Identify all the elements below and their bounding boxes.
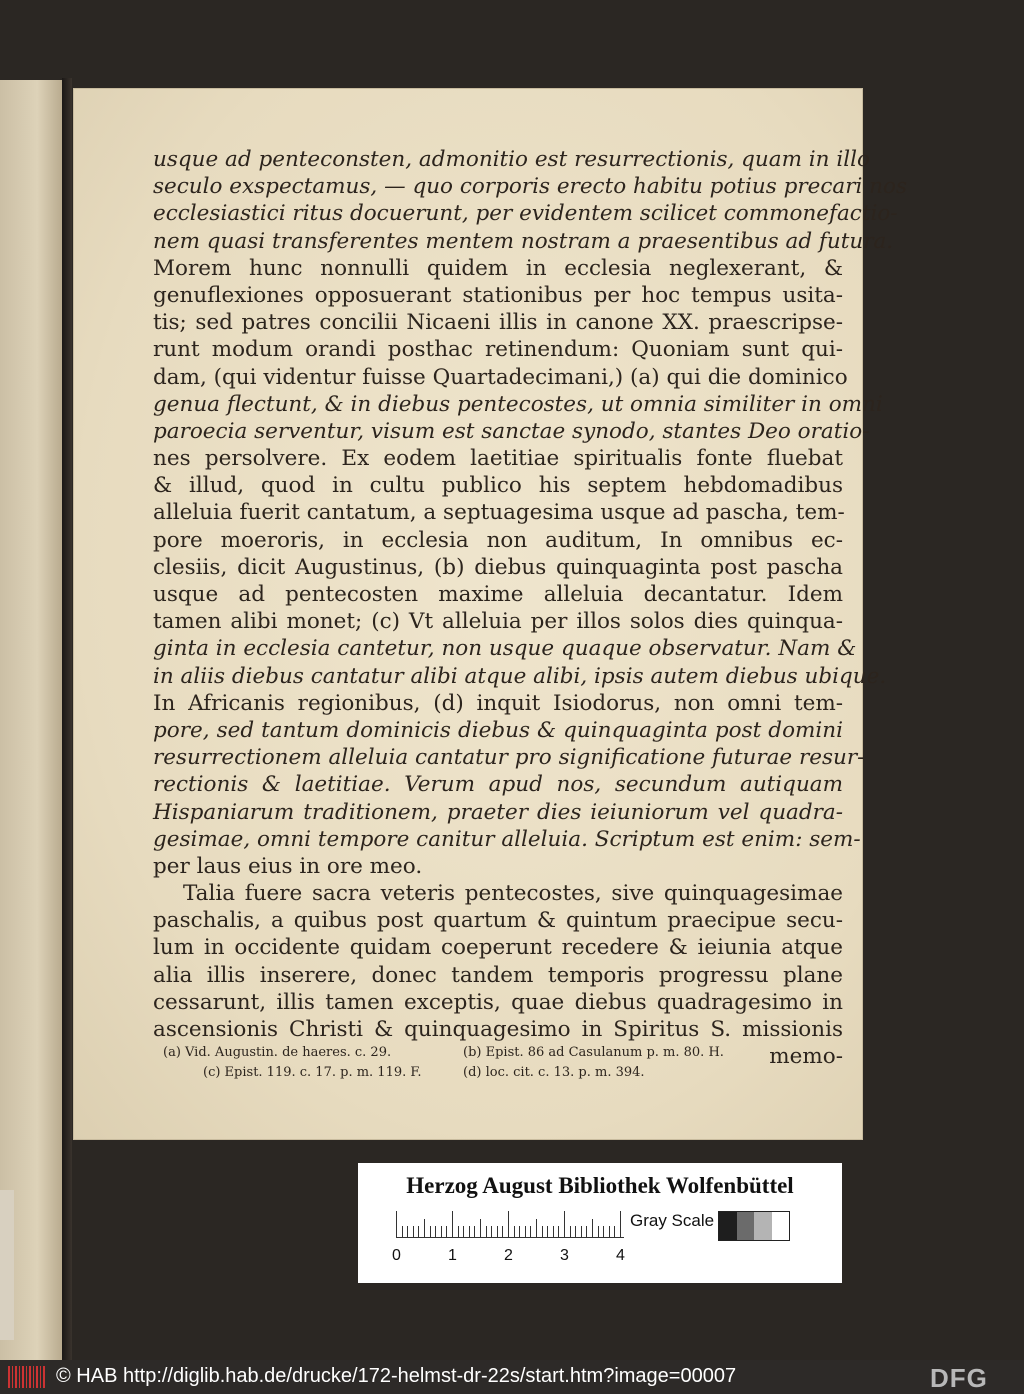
text-line: Talia fuere sacra veteris pentecostes, sive quinquagesimae: [183, 881, 843, 907]
ruler-tick: [508, 1211, 509, 1237]
text-line: seculo exspectamus, — quo corporis erecto habitu potius precari nos: [153, 174, 908, 200]
ruler-number: 2: [504, 1247, 513, 1264]
text-line: alia illis inserere, donec tandem temporis progressu plane: [153, 962, 843, 988]
text-line: Morem hunc nonnulli quidem in ecclesia neglexerant, &: [153, 255, 843, 281]
ruler-tick: [547, 1226, 548, 1237]
ruler-tick: [463, 1226, 464, 1237]
ruler-number: 3: [560, 1247, 569, 1264]
ruler-tick: [614, 1226, 615, 1237]
ruler-tick: [497, 1226, 498, 1237]
scale-ruler: [396, 1211, 624, 1238]
ruler-tick: [609, 1226, 610, 1237]
gray-swatch: [772, 1212, 790, 1240]
text-line: ginta in ecclesia cantetur, non usque quaque observatur. Nam &: [153, 636, 857, 662]
ruler-number: 4: [616, 1247, 625, 1264]
ruler-tick: [598, 1226, 599, 1237]
footnote: (b) Epist. 86 ad Casulanum p. m. 80. H.: [463, 1045, 724, 1060]
ruler-tick: [458, 1226, 459, 1237]
text-line: In Africanis regionibus, (d) inquit Isiodorus, non omni tem-: [153, 690, 843, 716]
library-name: Herzog August Bibliothek Wolfenbüttel: [406, 1173, 794, 1198]
ruler-tick: [430, 1226, 431, 1237]
footer-bar: [0, 1360, 1024, 1394]
ruler-tick: [435, 1226, 436, 1237]
ruler-tick: [564, 1211, 565, 1237]
footnote: (a) Vid. Augustin. de haeres. c. 29.: [163, 1045, 392, 1060]
gray-swatch: [754, 1212, 772, 1240]
ruler-tick: [603, 1226, 604, 1237]
ruler-tick: [424, 1219, 425, 1237]
book-spine: [62, 78, 72, 1374]
ruler-tick: [413, 1226, 414, 1237]
text-line: tis; sed patres concilii Nicaeni illis in canone XX. praescripse-: [153, 310, 843, 336]
ruler-tick: [402, 1226, 403, 1237]
ruler-tick: [441, 1226, 442, 1237]
text-line: resurrectionem alleluia cantatur pro significatione futurae resur-: [153, 745, 865, 771]
text-line: ecclesiastici ritus docuerunt, per evidentem scilicet commonefactio-: [153, 201, 898, 227]
footnote: (c) Epist. 119. c. 17. p. m. 119. F.: [203, 1065, 422, 1080]
ruler-tick: [418, 1226, 419, 1237]
text-line: pore moeroris, in ecclesia non auditum, In omnibus ec-: [153, 527, 843, 553]
text-line: lum in occidente quidam coeperunt recedere & ieiunia atque: [153, 935, 843, 961]
ruler-tick: [558, 1226, 559, 1237]
text-line: Hispaniarum traditionem, praeter dies ieiuniorum vel quadra-: [153, 799, 843, 825]
dfg-logo: DFG: [930, 1363, 988, 1393]
text-line: nes persolvere. Ex eodem laetitiae spiritualis fonte fluebat: [153, 446, 843, 472]
text-line: usque ad pentecosten maxime alleluia decantatur. Idem: [153, 582, 843, 607]
library-label-card: [358, 1163, 842, 1283]
text-line: ascensionis Christi & quinquagesimo in Spiritus S. missionis: [153, 1017, 843, 1042]
ruler-tick: [592, 1219, 593, 1237]
ruler-number: 1: [448, 1247, 457, 1264]
text-line: paschalis, a quibus post quartum & quintum praecipue secu-: [153, 908, 843, 934]
text-line: genuflexiones opposuerant stationibus per hoc tempus usita-: [153, 282, 843, 308]
ruler-tick: [514, 1226, 515, 1237]
source-url[interactable]: © HAB http://diglib.hab.de/drucke/172-helmst-dr-22s/start.htm?image=00007: [56, 1365, 737, 1387]
ruler-tick: [491, 1226, 492, 1237]
ruler-tick: [575, 1226, 576, 1237]
ruler-tick: [542, 1226, 543, 1237]
text-line: usque ad penteconsten, admonitio est resurrectionis, quam in illo: [153, 147, 870, 172]
ruler-tick: [474, 1226, 475, 1237]
text-line: runt modum orandi posthac retinendum: Quoniam sunt qui-: [153, 337, 843, 363]
gray-swatch: [737, 1212, 755, 1240]
page-text: [153, 146, 908, 1070]
text-line: alleluia fuerit cantatum, a septuagesima usque ad pascha, tem-: [153, 500, 845, 526]
text-line: cessarunt, illis tamen exceptis, quae diebus quadragesimo in: [153, 989, 843, 1015]
footnote-row: [163, 1043, 843, 1063]
text-line: dam, (qui videntur fuisse Quartadecimani,) (a) qui die dominico: [153, 364, 848, 390]
text-line: tamen alibi monet; (c) Vt alleluia per illos solos dies quinqua-: [153, 609, 843, 635]
ruler-tick: [519, 1226, 520, 1237]
text-line: per laus eius in ore meo.: [153, 853, 423, 879]
text-line: paroecia serventur, visum est sanctae synodo, stantes Deo oratio-: [153, 418, 870, 444]
book-edge: [0, 1190, 14, 1340]
text-line: nem quasi transferentes mentem nostram a praesentibus ad futura.: [153, 228, 894, 254]
ruler-tick: [452, 1211, 453, 1237]
previous-page-fragment: [0, 80, 62, 1370]
text-line: gesimae, omni tempore canitur alleluia. Scriptum est enim: sem-: [153, 826, 861, 852]
gray-swatch: [719, 1212, 737, 1240]
barcode-icon: [8, 1366, 46, 1388]
ruler-tick: [553, 1226, 554, 1237]
ruler-tick: [586, 1226, 587, 1237]
ruler-tick: [581, 1226, 582, 1237]
text-line: pore, sed tantum dominicis diebus & quinquaginta post domini: [153, 717, 843, 743]
ruler-tick: [407, 1226, 408, 1237]
ruler-number: 0: [392, 1247, 401, 1264]
gray-scale-swatch: [718, 1211, 790, 1241]
ruler-tick: [480, 1219, 481, 1237]
footnote-row: [163, 1063, 843, 1083]
text-line: & illud, quod in cultu publico his septem hebdomadibus: [153, 473, 843, 499]
text-line: clesiis, dicit Augustinus, (b) diebus quinquaginta post pascha: [153, 554, 843, 580]
ruler-tick: [536, 1219, 537, 1237]
ruler-tick: [502, 1226, 503, 1237]
ruler-tick: [570, 1226, 571, 1237]
ruler-tick: [469, 1226, 470, 1237]
ruler-tick: [396, 1211, 397, 1237]
ruler-tick: [446, 1226, 447, 1237]
text-line: rectionis & laetitiae. Verum apud nos, secundum autiquam: [153, 772, 843, 798]
gray-scale-label: Gray Scale: [630, 1211, 715, 1230]
footnotes: [163, 1043, 843, 1083]
text-line: in aliis diebus cantatur alibi atque alibi, ipsis autem diebus ubique.: [153, 663, 887, 689]
ruler-tick: [525, 1226, 526, 1237]
ruler-tick: [620, 1211, 621, 1237]
text-line: genua flectunt, & in diebus pentecostes, ut omnia similiter in omni: [153, 391, 883, 417]
footnote: (d) loc. cit. c. 13. p. m. 394.: [463, 1065, 645, 1080]
catchword: memo-: [769, 1044, 843, 1070]
document-page: [73, 88, 908, 1140]
ruler-tick: [530, 1226, 531, 1237]
ruler-tick: [486, 1226, 487, 1237]
